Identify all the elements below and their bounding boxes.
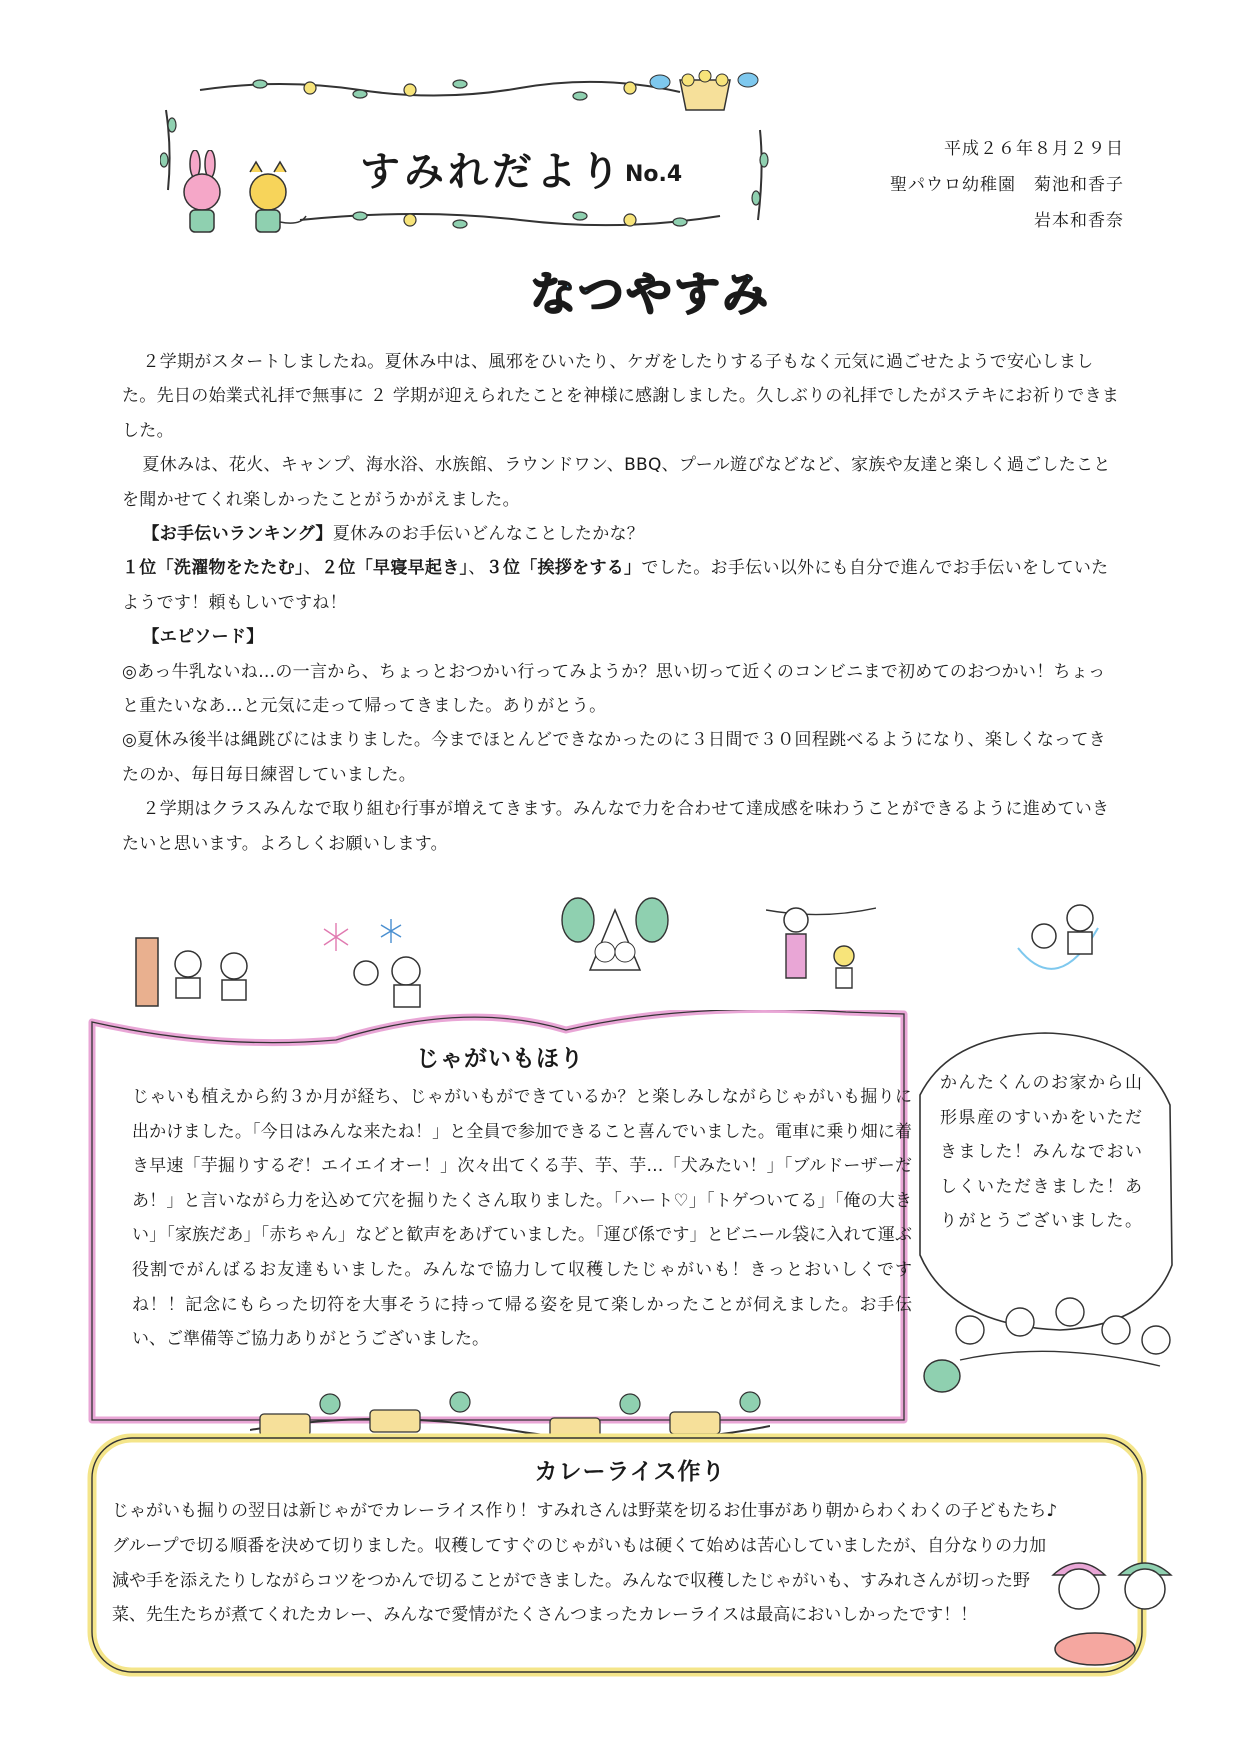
ranking-first: １位「洗濯物をたたむ」 <box>122 558 304 579</box>
ranking-question: 夏休みのお手伝いどんなことしたかな？ <box>332 524 645 545</box>
summer-vacation-heading: なつやすみ <box>530 267 770 321</box>
episode-heading: 【エピソード】 <box>142 627 264 648</box>
episode-2: ◎夏休み後半は縄跳びにはまりました。今までほとんどできなかったのに３日間で３０回程跳べるようになり、楽しくなってきたのか、毎日毎日練習していました。 <box>122 730 1106 785</box>
ranking-tail: でした。お手伝い以外にも自分で進んでお手伝いをしていたようです！頼もしいですね！ <box>122 558 1109 613</box>
camping-tent-illustration-icon <box>560 890 670 980</box>
ranking-heading-line <box>122 517 1122 551</box>
intro-closing: ２学期はクラスみんなで取り組む行事が増えてきます。みんなで力を合わせて達成感を味わうことができるように進めていきたいと思います。よろしくお願いします。 <box>122 799 1110 854</box>
episode-1: ◎あっ牛乳ないね…の一言から、ちょっとおつかい行ってみようか？思い切って近くのコンビニまで初めてのおつかい！ちょっと重たいなあ…と元気に走って帰ってきました。ありがとう。 <box>122 661 1106 717</box>
bunny-cat-mascot-icon <box>170 150 310 255</box>
ranking-separator: 、 <box>303 558 322 579</box>
watermelon-gift-text: かんたくんのお家から山形県産のすいかをいただきました！みんなでおいしくいただきました！ありがとうございました。 <box>940 1073 1144 1232</box>
children-walking-illustration-icon <box>130 930 280 1010</box>
author-line-1: 聖パウロ幼稚園 菊池和香子 <box>890 175 1124 195</box>
ranking-heading: 【お手伝いランキング】 <box>142 524 333 545</box>
intro-paragraph-2: 夏休みは、花火、キャンプ、海水浴、水族館、ラウンドワン、BBQ、プール遊びなどなど、家族や友達と楽しく過ごしたことを聞かせてくれ楽しかったことがうかがえました。 <box>122 455 1111 510</box>
intro-paragraph-1: ２学期がスタートしましたね。夏休み中は、風邪をひいたり、ケガをしたりする子もなく元気に過ごせたようで安心しました。先日の始業式礼拝で無事に ２ 学期が迎えられたことを神様に感謝しました。久しぶりの礼拝でしたがステキにお祈りできました。 <box>122 352 1120 441</box>
ranking-third: ３位「挨拶をする」 <box>485 558 642 579</box>
curry-making-body: じゃがいも掘りの翌日は新じゃがでカレーライス作り！すみれさんは野菜を切るお仕事があり朝からわくわくの子どもたち♪グループで切る順番を決めて切りました。収穫してすぐのじゃがいもは硬くて始めは苦心していましたが、自分なりの力加減や手を添えたりしながらコツをつかんで切ることができました。みんなで収穫したじゃがいも、すみれさんが切った野菜、先生たちが煮てくれたカレー、みんなで愛情がたくさんつまったカレーライスは最高においしかったです！！ <box>112 1501 1058 1626</box>
potato-digging-title: じゃがいもほり <box>416 1046 584 1072</box>
author-line-2: 岩本和香奈 <box>1034 211 1124 231</box>
jump-rope-illustration-icon <box>998 888 1118 988</box>
fireworks-illustration-icon <box>316 915 436 1010</box>
issue-number: No.4 <box>625 162 683 187</box>
intro-section <box>122 345 1122 861</box>
laundry-folding-illustration-icon <box>766 890 876 1000</box>
ranking-separator: 、 <box>468 558 486 579</box>
children-with-watermelon-illustration-icon <box>920 1290 1180 1400</box>
ranking-result <box>122 551 1122 620</box>
potato-digging-body: じゃいも植えから約３か月が経ち、じゃがいもができているか？と楽しみしながらじゃがいも掘りに出かけました。「今日はみんな来たね！」と全員で参加できること喜んでいました。電車に乗り畑に着き早速「芋掘りするぞ！エイエイオー！」次々出てくる芋、芋、芋…「犬みたい！」「ブルドーザーだあ！」と言いながら力を込めて穴を掘りたくさん取りました。「ハート♡」「トゲついてる」「俺の大きい」「家族だあ」「赤ちゃん」などと歓声をあげていました。「運び係です」とビニール袋に入れて運ぶ役割でがんばるお友達もいました。みんなで協力して収穫したじゃがいも！きっとおいしくですね！！記念にもらった切符を大事そうに持って帰る姿を見て楽しかったことが伺えました。お手伝い、ご準備等ご協力ありがとうございました。 <box>132 1087 912 1350</box>
newsletter-title: すみれだより <box>360 149 624 195</box>
children-cooking-illustration-icon <box>1045 1545 1185 1670</box>
curry-making-title: カレーライス作り <box>534 1459 726 1485</box>
ranking-second: ２位「早寝早起き」 <box>321 558 469 579</box>
publish-date: 平成２６年８月２９日 <box>944 139 1124 159</box>
